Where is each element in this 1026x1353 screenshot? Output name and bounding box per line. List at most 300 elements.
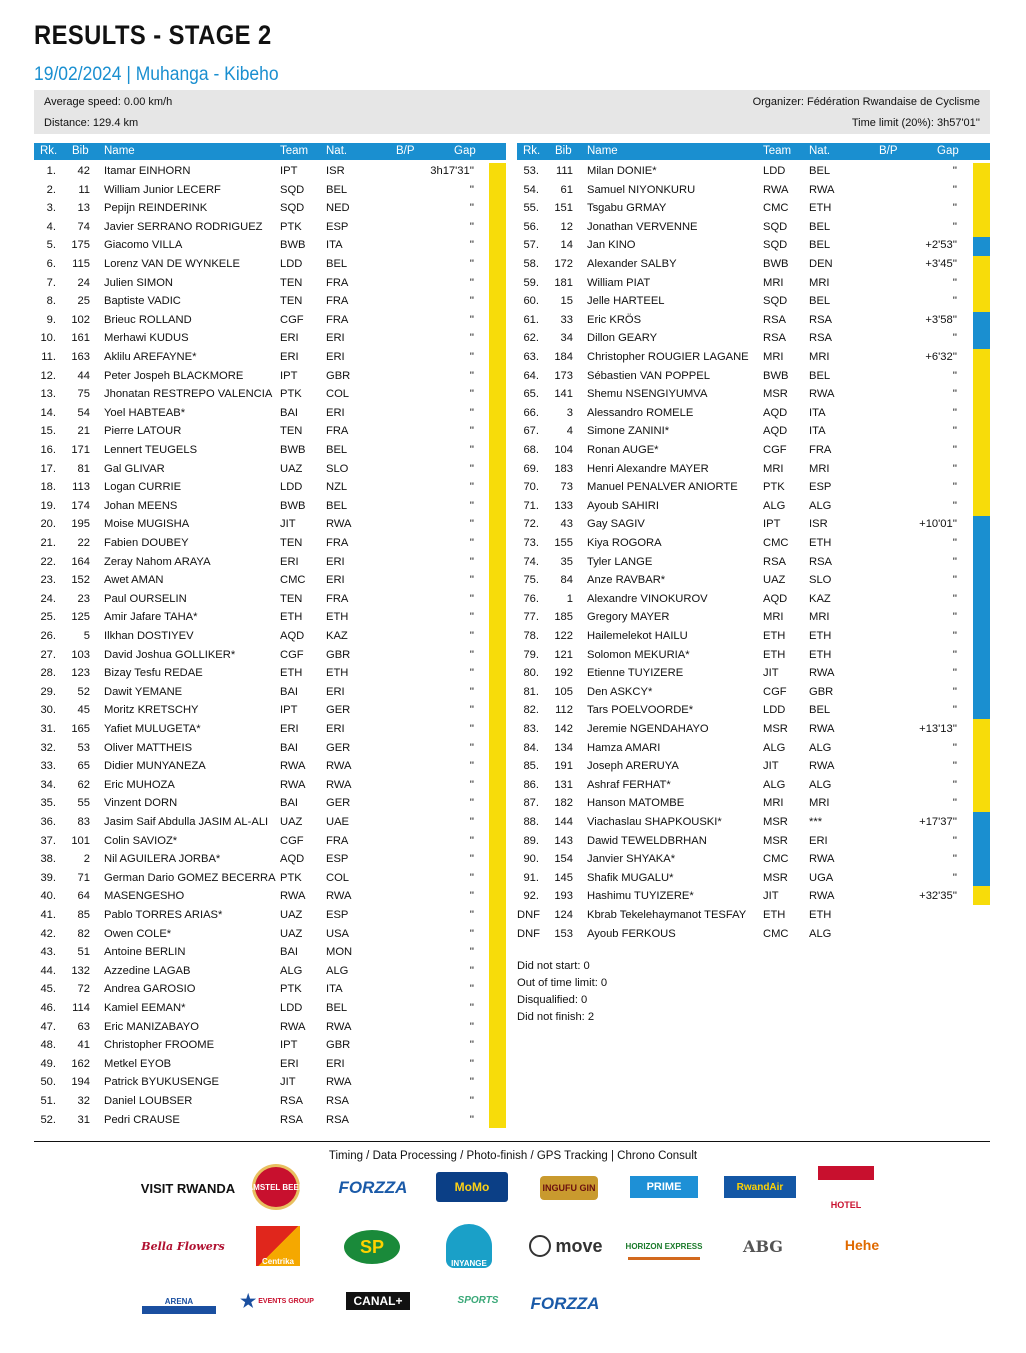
team-cell: RSA [280, 1095, 304, 1107]
name-cell: Peter Jospeh BLACKMORE [104, 369, 244, 382]
rank-cell: 37. [40, 834, 56, 847]
result-row [517, 422, 967, 441]
rank-cell: 9. [46, 313, 56, 326]
rank-cell: 12. [40, 369, 56, 382]
gap-cell: '' [469, 983, 474, 996]
gap-cell: '' [469, 351, 474, 363]
nat-cell: RWA [809, 853, 835, 866]
nat-cell: RWA [326, 778, 352, 791]
bib-cell: 54 [77, 406, 90, 419]
nat-cell: RWA [809, 760, 835, 773]
rank-cell: 14. [40, 406, 56, 419]
col-nat-header: Nat. [326, 145, 348, 157]
gap-cell: '' [952, 462, 957, 475]
name-cell: Didier MUNYANEZA [104, 760, 206, 773]
gap-cell: '' [952, 332, 957, 345]
bib-cell: 163 [71, 351, 90, 363]
result-row [517, 850, 967, 869]
bib-cell: 152 [71, 574, 90, 587]
gap-cell: '' [952, 704, 957, 717]
team-cell: BAI [280, 797, 299, 810]
bib-cell: 73 [560, 481, 573, 494]
bib-cell: 171 [71, 444, 90, 456]
rank-cell: 20. [40, 518, 56, 531]
result-row [517, 385, 967, 404]
bib-cell: 85 [77, 909, 90, 921]
race-info-box [34, 90, 990, 134]
name-cell: William PIAT [587, 276, 651, 289]
team-cell: LDD [280, 1002, 303, 1014]
rank-cell: 87. [523, 797, 539, 810]
result-row [34, 478, 484, 497]
name-cell: Owen COLE* [104, 927, 172, 940]
name-cell: Gay SAGIV [587, 518, 645, 531]
name-cell: Tars POELVOORDE* [587, 704, 694, 717]
result-row [34, 460, 484, 479]
team-cell: UAZ [280, 927, 303, 940]
bib-cell: 122 [554, 630, 573, 642]
team-cell: MSR [763, 723, 788, 735]
gap-cell: '' [952, 630, 957, 642]
nat-cell: FRA [326, 592, 349, 605]
nat-cell: ALG [809, 927, 832, 940]
team-cell: ALG [763, 778, 786, 791]
name-cell: Zeray Nahom ARAYA [104, 555, 211, 568]
name-cell: Brieuc ROLLAND [104, 313, 192, 326]
gap-cell: '' [952, 592, 957, 605]
nat-cell: ETH [326, 667, 349, 680]
result-row [517, 794, 967, 813]
bib-cell: 63 [77, 1020, 90, 1033]
gap-cell: '' [469, 964, 474, 977]
name-cell: David Joshua GOLLIKER* [104, 648, 236, 661]
name-cell: Daniel LOUBSER [104, 1095, 193, 1107]
result-row [34, 497, 484, 516]
team-cell: LDD [763, 165, 786, 177]
team-cell: SQD [280, 202, 305, 215]
name-cell: Milan DONIE* [587, 165, 657, 177]
result-row [517, 199, 967, 218]
gap-cell: '' [469, 425, 474, 438]
gap-cell: '' [469, 183, 474, 196]
result-row [34, 627, 484, 646]
gap-cell: '' [469, 909, 474, 921]
result-row [34, 571, 484, 590]
sponsor-amstel-logo: AMSTEL BEER [252, 1164, 300, 1210]
gap-cell: +13'13'' [919, 723, 957, 735]
team-cell: RWA [763, 183, 789, 196]
sponsor-ingufu-gin-logo: INGUFU GIN [540, 1176, 598, 1200]
sponsor-move-logo [528, 1232, 604, 1260]
gap-cell: '' [469, 760, 474, 773]
result-row [34, 720, 484, 739]
rank-cell: 26. [40, 630, 56, 642]
group-stripe [489, 163, 506, 1128]
result-row [34, 813, 484, 832]
team-cell: CMC [763, 927, 789, 940]
col-bp-header: B/P [879, 145, 898, 157]
name-cell: Dawit YEMANE [104, 685, 183, 698]
gap-cell: '' [469, 555, 474, 568]
stage-subtitle: 19/02/2024 | Muhanga - Kibeho [34, 64, 279, 85]
result-row [34, 943, 484, 962]
result-row [34, 311, 484, 330]
rank-cell: 22. [40, 555, 56, 568]
bib-cell: 24 [77, 276, 90, 289]
bib-cell: 14 [560, 239, 573, 252]
col-name-header: Name [104, 145, 135, 157]
result-row [34, 739, 484, 758]
gap-cell: '' [469, 648, 474, 661]
bib-cell: 11 [78, 183, 90, 196]
gap-cell: '' [952, 481, 957, 494]
gap-cell: '' [469, 927, 474, 940]
group-stripe [973, 312, 990, 349]
name-cell: Vinzent DORN [104, 797, 178, 810]
rank-cell: 19. [40, 499, 56, 512]
bib-cell: 51 [77, 946, 90, 959]
stat-out-of-time: Out of time limit: 0 [517, 977, 608, 989]
rank-cell: 51. [40, 1095, 56, 1107]
name-cell: Jelle HARTEEL [587, 295, 665, 308]
sponsor-bk-arena-logo: ARENA [142, 1288, 216, 1314]
rank-cell: 56. [523, 220, 539, 233]
result-row [517, 497, 967, 516]
gap-cell: '' [952, 183, 957, 196]
nat-cell: COL [326, 388, 350, 401]
team-cell: RWA [280, 890, 306, 903]
nat-cell: BEL [326, 258, 348, 270]
team-cell: ERI [280, 332, 299, 345]
sponsor-forzza-logo-2: FORZZA [530, 1294, 600, 1313]
nat-cell: ERI [326, 723, 345, 735]
bib-cell: 45 [77, 704, 90, 717]
result-row [34, 218, 484, 237]
nat-cell: MRI [809, 276, 830, 289]
nat-cell: ERI [326, 351, 345, 363]
bib-cell: 61 [560, 183, 573, 196]
result-row [517, 701, 967, 720]
gap-cell: '' [469, 1076, 474, 1089]
rank-cell: 83. [523, 723, 539, 735]
result-row [34, 701, 484, 720]
team-cell: BWB [763, 369, 789, 382]
name-cell: Janvier SHYAKA* [587, 853, 676, 866]
rank-cell: 29. [40, 685, 56, 698]
team-cell: CMC [763, 537, 789, 549]
bib-cell: 44 [77, 369, 90, 382]
name-cell: Alexandre VINOKUROV [587, 592, 708, 605]
nat-cell: SLO [809, 574, 832, 587]
team-cell: RWA [280, 1020, 306, 1033]
result-row [34, 608, 484, 627]
name-cell: William Junior LECERF [104, 183, 221, 196]
name-cell: Amir Jafare TAHA* [104, 611, 198, 624]
rank-cell: 36. [40, 816, 56, 828]
gap-cell: '' [469, 778, 474, 791]
rank-cell: 85. [523, 760, 539, 773]
rank-cell: DNF [517, 927, 540, 940]
gap-cell: '' [469, 537, 474, 549]
team-cell: SQD [280, 183, 305, 196]
team-cell: ERI [280, 555, 299, 568]
result-row [517, 218, 967, 237]
rank-cell: 63. [523, 351, 539, 363]
bib-cell: 53 [77, 741, 90, 754]
nat-cell: ETH [809, 537, 832, 549]
bib-cell: 185 [554, 611, 573, 624]
gap-cell: '' [952, 797, 957, 810]
nat-cell: ERI [326, 406, 345, 419]
team-cell: TEN [280, 276, 303, 289]
gap-cell: '' [469, 611, 474, 624]
result-row [34, 422, 484, 441]
bib-cell: 15 [560, 295, 573, 308]
team-cell: ETH [280, 611, 303, 624]
result-row [34, 1111, 484, 1130]
team-cell: IPT [280, 704, 298, 717]
sponsor-sp-logo: SP [344, 1230, 400, 1264]
name-cell: Fabien DOUBEY [104, 537, 189, 549]
rank-cell: 6. [46, 258, 56, 270]
name-cell: Manuel PENALVER ANIORTE [587, 481, 738, 494]
rank-cell: 28. [40, 667, 56, 680]
result-row [34, 553, 484, 572]
gap-cell: '' [952, 611, 957, 624]
result-row [34, 199, 484, 218]
sponsor-canal-plus-logo: CANAL+ [346, 1292, 410, 1310]
bib-cell: 173 [554, 369, 573, 382]
result-row [517, 925, 967, 944]
team-cell: PTK [280, 220, 302, 233]
nat-cell: ESP [326, 853, 349, 866]
nat-cell: RWA [809, 890, 835, 903]
bib-cell: 21 [77, 425, 90, 438]
team-cell: TEN [280, 592, 303, 605]
sponsor-bella-flowers-logo: Bella Flowers [141, 1239, 225, 1253]
group-stripe [973, 237, 990, 256]
team-cell: JIT [280, 518, 296, 531]
name-cell: Javier SERRANO RODRIGUEZ [104, 220, 263, 233]
result-row [34, 980, 484, 999]
team-cell: TEN [280, 295, 303, 308]
result-row [34, 664, 484, 683]
rank-cell: DNF [517, 909, 540, 921]
result-row [517, 404, 967, 423]
bib-cell: 114 [72, 1002, 90, 1014]
nat-cell: GER [326, 704, 351, 717]
result-row [34, 348, 484, 367]
team-cell: BWB [280, 499, 306, 512]
name-cell: Moritz KRETSCHY [104, 704, 199, 717]
team-cell: JIT [280, 1076, 296, 1089]
rank-cell: 70. [523, 481, 539, 494]
result-row [34, 385, 484, 404]
rank-cell: 41. [40, 909, 56, 921]
rank-cell: 59. [523, 276, 539, 289]
col-bib-header: Bib [72, 145, 89, 157]
team-cell: IPT [280, 165, 298, 177]
result-row [517, 627, 967, 646]
result-row [34, 999, 484, 1018]
nat-cell: MRI [809, 462, 830, 475]
rank-cell: 74. [523, 555, 539, 568]
result-row [517, 534, 967, 553]
results-header-left [34, 143, 506, 160]
name-cell: Alexander SALBY [587, 258, 677, 270]
result-row [34, 255, 484, 274]
nat-cell: FRA [326, 295, 349, 308]
rank-cell: 80. [523, 667, 539, 680]
name-cell: Ashraf FERHAT* [587, 778, 671, 791]
sponsor-hehe-logo: Hehe [844, 1237, 880, 1253]
name-cell: German Dario GOMEZ BECERRA [104, 871, 276, 884]
rank-cell: 77. [523, 611, 539, 624]
result-row [34, 292, 484, 311]
nat-cell: RWA [809, 723, 835, 735]
rank-cell: 11. [41, 351, 56, 363]
rank-cell: 79. [523, 648, 539, 661]
name-cell: Shafik MUGALU* [587, 871, 674, 884]
nat-cell: BEL [809, 369, 831, 382]
gap-cell: '' [952, 555, 957, 568]
name-cell: Alessandro ROMELE [587, 406, 694, 419]
gap-cell: '' [469, 685, 474, 698]
result-row [517, 367, 967, 386]
team-cell: AQD [763, 592, 788, 605]
name-cell: Hashimu TUYIZERE* [587, 890, 694, 903]
name-cell: Henri Alexandre MAYER [587, 462, 709, 475]
rank-cell: 76. [523, 592, 539, 605]
time-limit: Time limit (20%): 3h57'01'' [851, 117, 980, 129]
result-row [517, 311, 967, 330]
bib-cell: 13 [77, 202, 90, 215]
team-cell: IPT [280, 369, 298, 382]
rank-cell: 49. [40, 1057, 56, 1070]
gap-cell: '' [952, 871, 957, 884]
result-row [34, 1055, 484, 1074]
gap-cell: '' [952, 444, 957, 456]
result-row [34, 850, 484, 869]
nat-cell: FRA [809, 444, 832, 456]
nat-cell: KAZ [326, 630, 348, 642]
stat-disqualified: Disqualified: 0 [517, 994, 588, 1006]
name-cell: Jeremie NGENDAHAYO [587, 723, 709, 735]
bib-cell: 65 [77, 760, 90, 773]
sponsor-sports-logo: SPORTS [457, 1294, 499, 1306]
bib-cell: 62 [77, 778, 90, 791]
name-cell: Tsgabu GRMAY [587, 202, 667, 215]
team-cell: RSA [763, 313, 787, 326]
team-cell: CGF [763, 444, 787, 456]
bib-cell: 151 [554, 202, 573, 215]
bib-cell: 153 [554, 927, 573, 940]
rank-cell: 17. [40, 462, 56, 475]
gap-cell: '' [469, 481, 474, 494]
gap-cell: +32'35'' [919, 890, 957, 903]
rank-cell: 81. [523, 685, 539, 698]
gap-cell: '' [952, 760, 957, 773]
name-cell: Pierre LATOUR [104, 425, 182, 438]
bib-cell: 182 [554, 797, 573, 810]
name-cell: Pedri CRAUSE [104, 1113, 180, 1126]
team-cell: PTK [763, 481, 785, 494]
team-cell: SQD [763, 295, 788, 308]
bib-cell: 161 [71, 332, 90, 345]
col-bib-header: Bib [555, 145, 572, 157]
nat-cell: MRI [809, 351, 830, 363]
bib-cell: 193 [554, 890, 573, 903]
bib-cell: 71 [77, 871, 90, 884]
sponsor-rwandair-logo: RwandAir [724, 1176, 796, 1198]
name-cell: Oliver MATTHEIS [104, 741, 193, 754]
nat-cell: ERI [326, 1057, 345, 1070]
name-cell: Andrea GAROSIO [104, 983, 196, 996]
team-cell: BAI [280, 741, 299, 754]
gap-cell: '' [469, 834, 474, 847]
result-row [517, 832, 967, 851]
team-cell: MRI [763, 462, 784, 475]
team-cell: IPT [763, 518, 781, 531]
bib-cell: 164 [71, 555, 90, 568]
team-cell: CGF [280, 648, 304, 661]
name-cell: Jonathan VERVENNE [587, 220, 698, 233]
gap-cell: '' [469, 890, 474, 903]
result-row [517, 608, 967, 627]
nat-cell: MRI [809, 611, 830, 624]
bib-cell: 31 [77, 1113, 90, 1126]
gap-cell: '' [469, 1057, 474, 1070]
rank-cell: 58. [523, 258, 539, 270]
rank-cell: 73. [523, 537, 539, 549]
rank-cell: 71. [523, 499, 539, 512]
nat-cell: BEL [809, 704, 831, 717]
rank-cell: 34. [40, 778, 56, 791]
name-cell: Ayoub SAHIRI [587, 499, 659, 512]
gap-cell: '' [952, 648, 957, 661]
result-row [517, 274, 967, 293]
rank-cell: 8. [46, 295, 56, 308]
name-cell: Kamiel EEMAN* [104, 1002, 186, 1014]
nat-cell: ALG [809, 499, 832, 512]
rank-cell: 62. [523, 332, 539, 345]
gap-cell: '' [952, 220, 957, 233]
nat-cell: ALG [809, 778, 832, 791]
nat-cell: FRA [326, 276, 349, 289]
sponsor-momo-logo: MoMo [436, 1172, 508, 1202]
name-cell: Itamar EINHORN [104, 165, 191, 177]
name-cell: Gal GLIVAR [104, 462, 165, 475]
result-row [517, 292, 967, 311]
gap-cell: '' [469, 1039, 474, 1052]
name-cell: Giacomo VILLA [104, 239, 183, 252]
gap-cell: '' [469, 797, 474, 810]
name-cell: Aklilu AREFAYNE* [104, 351, 197, 363]
gap-cell: '' [469, 462, 474, 475]
nat-cell: UGA [809, 871, 834, 884]
name-cell: Hanson MATOMBE [587, 797, 685, 810]
nat-cell: ITA [326, 239, 343, 252]
team-cell: CGF [763, 685, 787, 698]
nat-cell: FRA [326, 834, 349, 847]
team-cell: RSA [763, 332, 787, 345]
name-cell: Joseph ARERUYA [587, 760, 679, 773]
rank-cell: 61. [523, 313, 539, 326]
nat-cell: GER [326, 797, 351, 810]
nat-cell: ERI [809, 834, 828, 847]
nat-cell: GBR [326, 648, 351, 661]
name-cell: Dawid TEWELDBRHAN [587, 834, 707, 847]
